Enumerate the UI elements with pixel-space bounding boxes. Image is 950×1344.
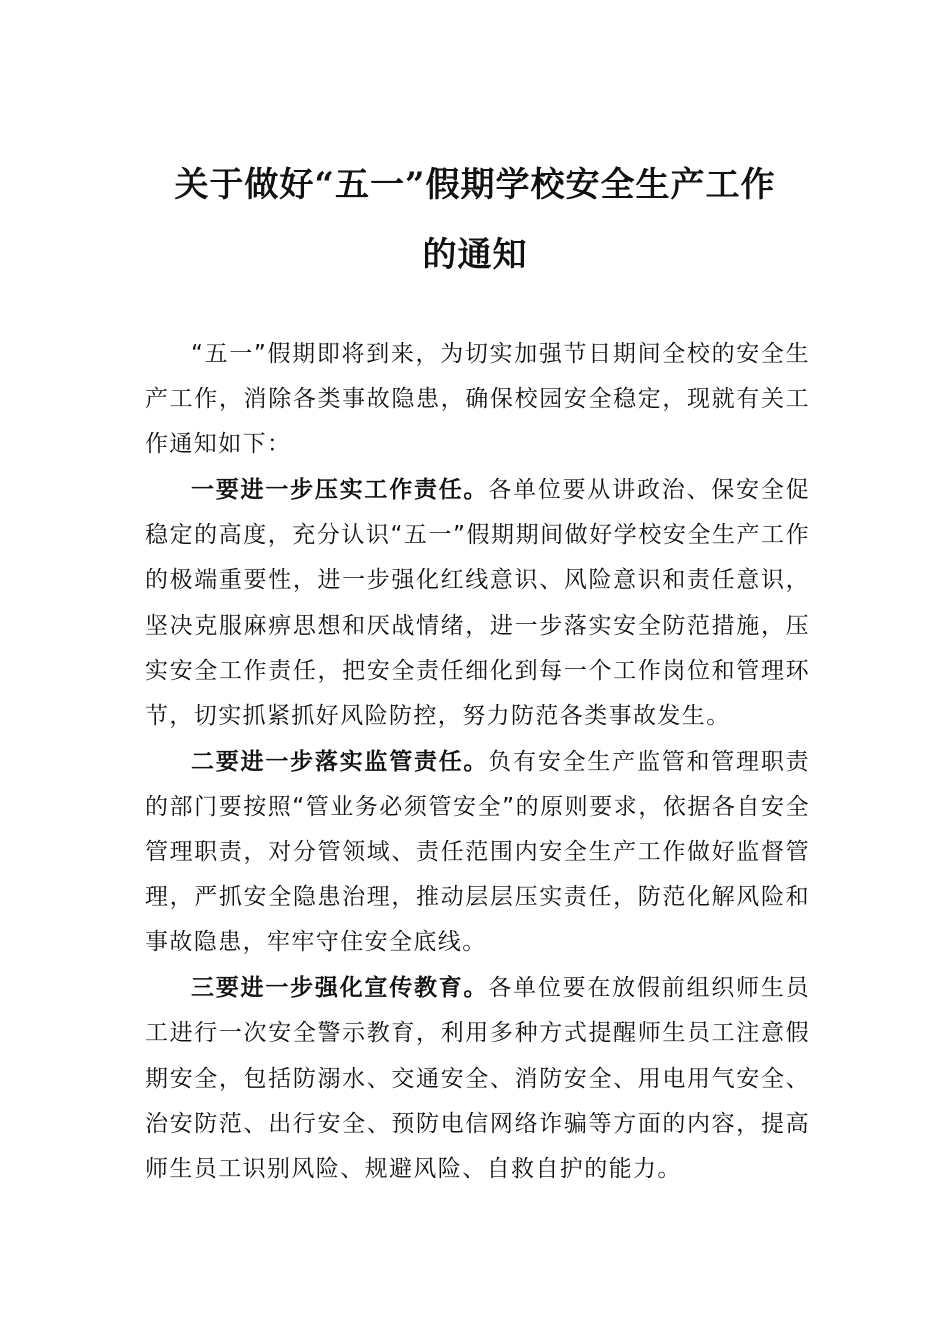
intro-paragraph: “五一”假期即将到来，为切实加强节日期间全校的安全生产工作，消除各类事故隐患，确保校园安全稳定，现就有关工作通知如下： <box>145 341 810 458</box>
document-title-line-2: 的通知 <box>422 235 528 275</box>
section-2-lead: 二要进一步落实监管责任。 <box>191 747 489 775</box>
section-1-text: 各单位要从讲政治、保安全促稳定的高度，充分认识“五一”假期期间做好学校安全生产工作的极端重要性，进一步强化红线意识、风险意识和责任意识，坚决克服麻痹思想和厌战情绪，进一步落实安全防范措施，压实安全工作责任，把安全责任细化到每一个工作岗位和管理环节，切实抓紧抓好风险防控，努力防范各类事故发生。 <box>145 477 810 729</box>
section-paragraph-3 <box>145 965 810 1191</box>
document-title-line-1: 关于做好“五一”假期学校安全生产工作 <box>174 165 776 205</box>
section-1-lead: 一要进一步压实工作责任。 <box>191 476 489 504</box>
document-body <box>145 332 810 1192</box>
section-3-text: 各单位要在放假前组织师生员工进行一次安全警示教育，利用多种方式提醒师生员工注意假期安全，包括防溺水、交通安全、消防安全、用电用气安全、治安防范、出行安全、预防电信网络诈骗等方面的内容，提高师生员工识别风险、规避风险、自救自护的能力。 <box>145 975 810 1182</box>
section-2-text: 负有安全生产监管和管理职责的部门要按照“管业务必须管安全”的原则要求，依据各自安全管理职责，对分管领域、责任范围内安全生产工作做好监督管理，严抓安全隐患治理，推动层层压实责任，防范化解风险和事故隐患，牢牢守住安全底线。 <box>145 748 810 956</box>
section-paragraph-1 <box>145 467 810 739</box>
section-paragraph-2 <box>145 739 810 965</box>
section-3-lead: 三要进一步强化宣传教育。 <box>191 974 489 1002</box>
